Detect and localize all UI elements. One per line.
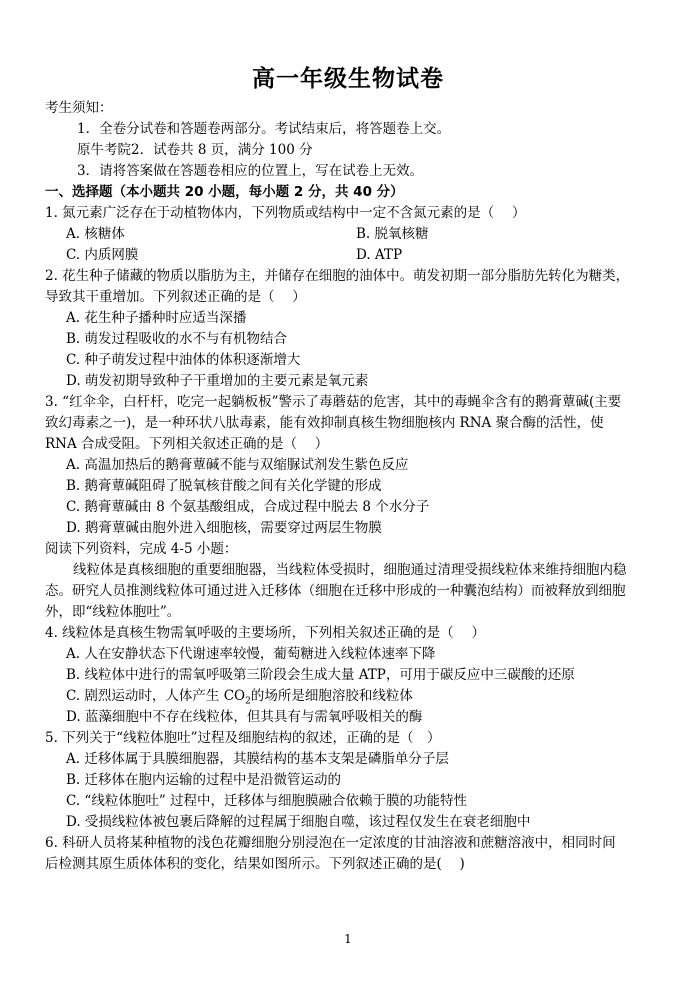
q4-option-d: D. 蓝藻细胞中不存在线粒体，但其具有与需氧呼吸相关的酶 [66, 709, 423, 725]
q3-stem-line1: 3. “红伞伞，白杆杆，吃完一起躺板板”警示了毒蘑菇的危害，其中的毒蝇伞含有的鹅膏蕈碱(主要 [45, 394, 622, 410]
notice-item-2: 原牛考院2．试卷共 8 页，满分 100 分 [77, 142, 313, 158]
q6-stem-line2: 后检测其原生质体体积的变化，结果如图所示。下列叙述正确的是( ) [45, 856, 465, 872]
q2-option-b: B. 萌发过程吸收的水不与有机物结合 [66, 331, 288, 347]
q4-option-c-subscript: 2 [245, 696, 251, 707]
q6-stem-line1: 6. 科研人员将某种植物的浅色花瓣细胞分别浸泡在一定浓度的甘油溶液和蔗糖溶液中，相同时间 [45, 835, 616, 851]
q4-option-a: A. 人在安静状态下代谢速率较慢，葡萄糖进入线粒体速率下降 [66, 646, 436, 662]
page-title: 高一年级生物试卷 [252, 66, 444, 92]
reading-paragraph-line2: 态。研究人员推测线粒体可通过进入迁移体（细胞在迁移中形成的一种囊泡结构）而被释放到细胞 [45, 583, 626, 599]
q4-option-c-text-end: 的场所是细胞溶胶和线粒体 [250, 688, 413, 704]
q1-stem: 1. 氮元素广泛存在于动植物体内，下列物质或结构中一定不含氮元素的是（ ） [45, 205, 526, 221]
q5-option-d: D. 受损线粒体被包裹后降解的过程属于细胞自噬，该过程仅发生在衰老细胞中 [66, 814, 531, 830]
q5-option-a: A. 迁移体属于具膜细胞器，其膜结构的基本支架是磷脂单分子层 [66, 751, 449, 767]
q1-option-c: C. 内质网膜 [66, 247, 139, 263]
q3-option-d: D. 鹅膏蕈碱由胞外进入细胞核，需要穿过两层生物膜 [66, 520, 382, 536]
q4-stem: 4. 线粒体是真核生物需氧呼吸的主要场所，下列相关叙述正确的是（ ） [45, 625, 485, 641]
q3-option-a: A. 高温加热后的鹅膏蕈碱不能与双缩脲试剂发生紫色反应 [66, 457, 409, 473]
reading-paragraph-line1: 线粒体是真核细胞的重要细胞器，当线粒体受损时，细胞通过清理受损线粒体来维持细胞内稳 [73, 562, 627, 578]
q1-option-a: A. 核糖体 [66, 226, 125, 242]
reading-paragraph-line3: 外，即“线粒体胞吐”。 [45, 604, 181, 620]
q2-stem-line2: 导致其干重增加。下列叙述正确的是（ ） [45, 289, 306, 305]
reading-intro: 阅读下列资料，完成 4-5 小题： [45, 541, 238, 557]
q3-option-b: B. 鹅膏蕈碱阻碍了脱氧核苷酸之间有关化学键的形成 [66, 478, 382, 494]
page-number: 1 [344, 932, 352, 946]
q5-option-c: C. “线粒体胞吐” 过程中，迁移体与细胞膜融合依赖于膜的功能特性 [66, 793, 468, 809]
q5-stem: 5. 下列关于“线粒体胞吐”过程及细胞结构的叙述，正确的是（ ） [45, 730, 441, 746]
q1-option-b: B. 脱氧核糖 [356, 226, 429, 242]
section-heading: 一、选择题（本小题共 20 小题，每小题 2 分，共 40 分） [45, 184, 404, 200]
q4-option-c-text: C. 剧烈运动时，人体产生 CO [66, 688, 246, 704]
q4-option-b: B. 线粒体中进行的需氧呼吸第三阶段会生成大量 ATP，可用于碳反应中三碳酸的还原 [66, 667, 575, 683]
q5-option-b: B. 迁移体在胞内运输的过程中是沿微管运动的 [66, 772, 342, 788]
q2-option-c: C. 种子萌发过程中油体的体积逐渐增大 [66, 352, 301, 368]
q3-stem-line3: RNA 合成受阻。下列相关叙述正确的是（ ） [45, 436, 329, 452]
q3-option-c: C. 鹅膏蕈碱由 8 个氨基酸组成，合成过程中脱去 8 个水分子 [66, 499, 430, 515]
notice-heading: 考生须知： [45, 100, 113, 116]
q1-option-d: D. ATP [356, 247, 403, 263]
q2-option-a: A. 花生种子播种时应适当深播 [66, 310, 247, 326]
q2-stem-line1: 2. 花生种子储藏的物质以脂肪为主，并储存在细胞的油体中。萌发初期一部分脂肪先转化为糖类， [45, 268, 630, 284]
q2-option-d: D. 萌发初期导致种子干重增加的主要元素是氧元素 [66, 373, 369, 389]
q3-stem-line2: 致幻毒素之一)，是一种环状八肽毒素，能有效抑制真核生物细胞核内 RNA 聚合酶的活性，使 [45, 415, 604, 431]
notice-item-1: 1．全卷分试卷和答题卷两部分。考试结束后，将答题卷上交。 [77, 121, 451, 137]
notice-item-3: 3．请将答案做在答题卷相应的位置上，写在试卷上无效。 [77, 163, 424, 179]
